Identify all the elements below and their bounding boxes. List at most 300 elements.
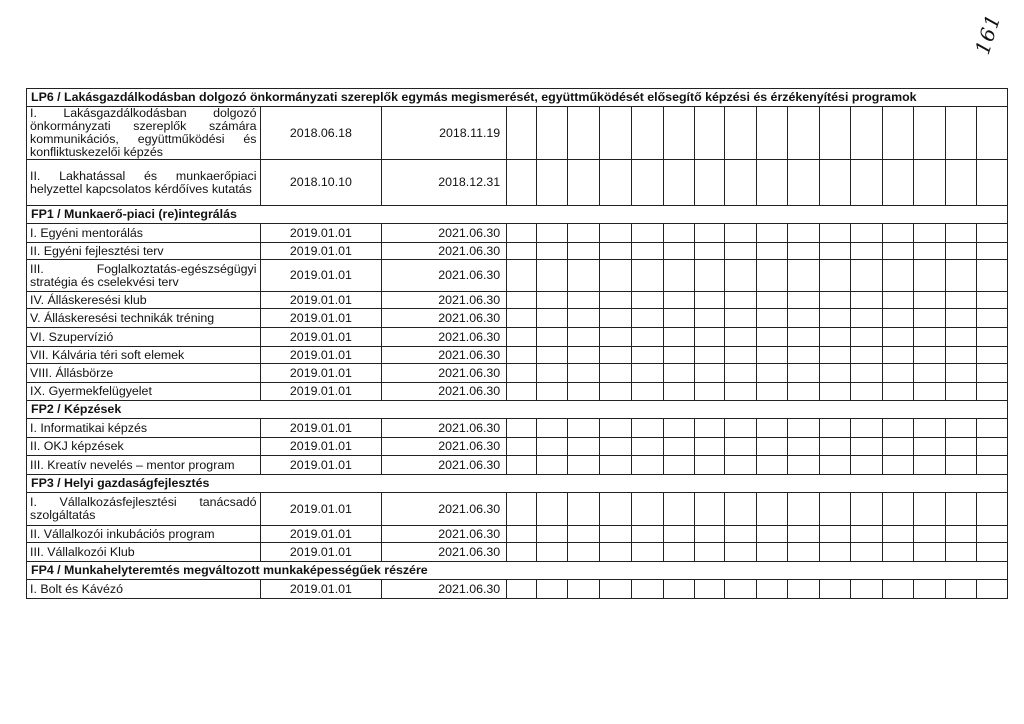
end-date: 2021.06.30	[382, 493, 507, 526]
timeline-cell	[695, 160, 725, 206]
start-date: 2019.01.01	[260, 224, 382, 243]
timeline-cell	[568, 526, 599, 543]
timeline-cell	[725, 364, 756, 383]
timeline-cell	[536, 328, 567, 347]
page-number: 161	[970, 10, 1006, 58]
timeline-cell	[536, 383, 567, 401]
timeline-cell	[507, 224, 536, 243]
timeline-cell	[695, 364, 725, 383]
timeline-cell	[536, 107, 567, 160]
timeline-cell	[725, 243, 756, 260]
timeline-cell	[756, 383, 787, 401]
section-title: FP3 / Helyi gazdaságfejlesztés	[27, 475, 1008, 493]
timeline-cell	[663, 419, 694, 438]
start-date: 2019.01.01	[260, 260, 382, 292]
timeline-cell	[977, 419, 1008, 438]
timeline-cell	[945, 493, 976, 526]
timeline-cell	[536, 364, 567, 383]
timeline-cell	[695, 456, 725, 475]
timeline-cell	[632, 526, 663, 543]
timeline-cell	[536, 243, 567, 260]
timeline-cell	[819, 243, 850, 260]
timeline-cell	[663, 364, 694, 383]
timeline-cell	[568, 347, 599, 364]
timeline-cell	[632, 364, 663, 383]
timeline-cell	[756, 243, 787, 260]
timeline-cell	[507, 543, 536, 562]
timeline-cell	[599, 309, 631, 328]
timeline-cell	[945, 243, 976, 260]
timeline-cell	[507, 526, 536, 543]
timeline-cell	[819, 456, 850, 475]
timeline-cell	[632, 347, 663, 364]
timeline-cell	[756, 580, 787, 599]
start-date: 2019.01.01	[260, 580, 382, 599]
timeline-cell	[788, 580, 819, 599]
timeline-cell	[568, 543, 599, 562]
timeline-cell	[882, 580, 913, 599]
section-row	[27, 89, 1008, 107]
timeline-cell	[914, 383, 945, 401]
timeline-cell	[725, 493, 756, 526]
end-date: 2018.11.19	[382, 107, 507, 160]
timeline-cell	[756, 438, 787, 456]
timeline-cell	[945, 292, 976, 309]
activity-name: V. Álláskeresési technikák tréning	[27, 309, 261, 328]
end-date: 2018.12.31	[382, 160, 507, 206]
timeline-cell	[756, 493, 787, 526]
section-title: FP2 / Képzések	[27, 401, 1008, 419]
timeline-cell	[507, 260, 536, 292]
timeline-cell	[945, 260, 976, 292]
timeline-cell	[695, 347, 725, 364]
timeline-cell	[568, 493, 599, 526]
timeline-cell	[632, 493, 663, 526]
timeline-cell	[788, 526, 819, 543]
section-row	[27, 206, 1008, 224]
timeline-cell	[788, 364, 819, 383]
timeline-cell	[756, 107, 787, 160]
timeline-cell	[536, 292, 567, 309]
timeline-cell	[599, 160, 631, 206]
timeline-cell	[977, 107, 1008, 160]
timeline-cell	[945, 309, 976, 328]
timeline-cell	[632, 292, 663, 309]
table-row	[27, 292, 1008, 309]
timeline-cell	[851, 580, 882, 599]
timeline-cell	[945, 543, 976, 562]
timeline-cell	[882, 243, 913, 260]
timeline-cell	[756, 224, 787, 243]
timeline-cell	[568, 309, 599, 328]
start-date: 2019.01.01	[260, 243, 382, 260]
start-date: 2018.06.18	[260, 107, 382, 160]
timeline-cell	[632, 224, 663, 243]
timeline-cell	[977, 543, 1008, 562]
timeline-cell	[599, 260, 631, 292]
timeline-cell	[536, 260, 567, 292]
schedule-table	[26, 88, 1008, 599]
timeline-cell	[851, 260, 882, 292]
timeline-cell	[788, 260, 819, 292]
start-date: 2019.01.01	[260, 493, 382, 526]
timeline-cell	[788, 438, 819, 456]
timeline-cell	[945, 526, 976, 543]
timeline-cell	[536, 347, 567, 364]
timeline-cell	[663, 160, 694, 206]
timeline-cell	[914, 347, 945, 364]
timeline-cell	[663, 543, 694, 562]
timeline-cell	[882, 493, 913, 526]
timeline-cell	[882, 383, 913, 401]
table-row	[27, 260, 1008, 292]
timeline-cell	[819, 526, 850, 543]
activity-name: I. Vállalkozásfejlesztési tanácsadó szolgáltatás	[27, 493, 261, 526]
timeline-cell	[507, 328, 536, 347]
timeline-cell	[851, 347, 882, 364]
timeline-cell	[756, 309, 787, 328]
timeline-cell	[536, 543, 567, 562]
timeline-cell	[725, 292, 756, 309]
timeline-cell	[788, 543, 819, 562]
timeline-cell	[599, 328, 631, 347]
timeline-cell	[725, 526, 756, 543]
table-row	[27, 107, 1008, 160]
timeline-cell	[695, 292, 725, 309]
end-date: 2021.06.30	[382, 309, 507, 328]
timeline-cell	[599, 438, 631, 456]
activity-name: IV. Álláskeresési klub	[27, 292, 261, 309]
end-date: 2021.06.30	[382, 260, 507, 292]
end-date: 2021.06.30	[382, 383, 507, 401]
timeline-cell	[725, 580, 756, 599]
activity-name: II. Egyéni fejlesztési terv	[27, 243, 261, 260]
timeline-cell	[819, 493, 850, 526]
timeline-cell	[819, 580, 850, 599]
end-date: 2021.06.30	[382, 580, 507, 599]
timeline-cell	[882, 438, 913, 456]
activity-name: III. Vállalkozói Klub	[27, 543, 261, 562]
table-row	[27, 543, 1008, 562]
timeline-cell	[536, 526, 567, 543]
end-date: 2021.06.30	[382, 526, 507, 543]
timeline-cell	[977, 260, 1008, 292]
timeline-cell	[788, 107, 819, 160]
timeline-cell	[695, 580, 725, 599]
timeline-cell	[507, 580, 536, 599]
timeline-cell	[851, 456, 882, 475]
timeline-cell	[914, 419, 945, 438]
timeline-cell	[819, 260, 850, 292]
timeline-cell	[756, 456, 787, 475]
activity-name: II. Vállalkozói inkubációs program	[27, 526, 261, 543]
timeline-cell	[725, 543, 756, 562]
timeline-cell	[914, 526, 945, 543]
timeline-cell	[536, 419, 567, 438]
timeline-cell	[632, 419, 663, 438]
timeline-cell	[507, 364, 536, 383]
timeline-cell	[977, 328, 1008, 347]
timeline-cell	[695, 328, 725, 347]
table-row	[27, 526, 1008, 543]
end-date: 2021.06.30	[382, 419, 507, 438]
timeline-cell	[945, 438, 976, 456]
timeline-cell	[756, 260, 787, 292]
timeline-cell	[819, 543, 850, 562]
timeline-cell	[914, 107, 945, 160]
timeline-cell	[945, 419, 976, 438]
timeline-cell	[725, 107, 756, 160]
timeline-cell	[695, 243, 725, 260]
timeline-cell	[977, 243, 1008, 260]
timeline-cell	[695, 224, 725, 243]
section-title: FP1 / Munkaerő-piaci (re)integrálás	[27, 206, 1008, 224]
timeline-cell	[507, 160, 536, 206]
timeline-cell	[632, 328, 663, 347]
timeline-cell	[851, 224, 882, 243]
timeline-cell	[536, 456, 567, 475]
activity-name: IX. Gyermekfelügyelet	[27, 383, 261, 401]
timeline-cell	[663, 260, 694, 292]
timeline-cell	[914, 438, 945, 456]
timeline-cell	[663, 347, 694, 364]
timeline-cell	[882, 526, 913, 543]
timeline-cell	[945, 580, 976, 599]
timeline-cell	[663, 328, 694, 347]
timeline-cell	[568, 107, 599, 160]
timeline-cell	[756, 160, 787, 206]
timeline-cell	[945, 347, 976, 364]
timeline-cell	[788, 292, 819, 309]
timeline-cell	[882, 328, 913, 347]
timeline-cell	[632, 456, 663, 475]
timeline-cell	[914, 309, 945, 328]
timeline-cell	[756, 328, 787, 347]
start-date: 2019.01.01	[260, 419, 382, 438]
timeline-cell	[882, 224, 913, 243]
timeline-cell	[977, 364, 1008, 383]
timeline-cell	[851, 364, 882, 383]
timeline-cell	[851, 309, 882, 328]
table-row	[27, 364, 1008, 383]
timeline-cell	[851, 160, 882, 206]
timeline-cell	[945, 364, 976, 383]
timeline-cell	[819, 364, 850, 383]
timeline-cell	[568, 438, 599, 456]
timeline-cell	[507, 292, 536, 309]
timeline-cell	[536, 493, 567, 526]
table-row	[27, 493, 1008, 526]
timeline-cell	[599, 580, 631, 599]
timeline-cell	[945, 328, 976, 347]
timeline-cell	[507, 347, 536, 364]
timeline-cell	[536, 160, 567, 206]
timeline-cell	[851, 292, 882, 309]
timeline-cell	[882, 160, 913, 206]
timeline-cell	[568, 160, 599, 206]
table-row	[27, 243, 1008, 260]
timeline-cell	[507, 107, 536, 160]
timeline-cell	[882, 543, 913, 562]
end-date: 2021.06.30	[382, 243, 507, 260]
activity-name: III. Foglalkoztatás-egészségügyi stratégia és cselekvési terv	[27, 260, 261, 292]
timeline-cell	[599, 347, 631, 364]
timeline-cell	[725, 347, 756, 364]
timeline-cell	[851, 328, 882, 347]
end-date: 2021.06.30	[382, 456, 507, 475]
start-date: 2019.01.01	[260, 292, 382, 309]
timeline-cell	[819, 419, 850, 438]
timeline-cell	[632, 260, 663, 292]
timeline-cell	[788, 309, 819, 328]
start-date: 2019.01.01	[260, 543, 382, 562]
timeline-cell	[507, 383, 536, 401]
timeline-cell	[977, 383, 1008, 401]
end-date: 2021.06.30	[382, 292, 507, 309]
timeline-cell	[632, 160, 663, 206]
timeline-cell	[756, 292, 787, 309]
timeline-cell	[788, 328, 819, 347]
timeline-cell	[507, 493, 536, 526]
timeline-cell	[507, 456, 536, 475]
timeline-cell	[599, 543, 631, 562]
timeline-cell	[632, 243, 663, 260]
timeline-cell	[788, 224, 819, 243]
section-row	[27, 401, 1008, 419]
timeline-cell	[695, 526, 725, 543]
timeline-cell	[568, 456, 599, 475]
table-row	[27, 224, 1008, 243]
timeline-cell	[663, 580, 694, 599]
timeline-cell	[599, 526, 631, 543]
timeline-cell	[599, 493, 631, 526]
timeline-cell	[945, 383, 976, 401]
activity-name: I. Lakásgazdálkodásban dolgozó önkormányzati szereplők számára kommunikációs, együttműködési és konfliktuskezelői képzés	[27, 107, 261, 160]
timeline-cell	[977, 493, 1008, 526]
timeline-cell	[632, 438, 663, 456]
timeline-cell	[945, 456, 976, 475]
table-row	[27, 160, 1008, 206]
timeline-cell	[977, 309, 1008, 328]
timeline-cell	[568, 224, 599, 243]
timeline-cell	[507, 419, 536, 438]
start-date: 2019.01.01	[260, 328, 382, 347]
timeline-cell	[977, 456, 1008, 475]
timeline-cell	[851, 383, 882, 401]
timeline-cell	[725, 438, 756, 456]
timeline-cell	[819, 160, 850, 206]
table-row	[27, 347, 1008, 364]
timeline-cell	[599, 419, 631, 438]
timeline-cell	[725, 419, 756, 438]
timeline-cell	[977, 580, 1008, 599]
activity-name: VIII. Állásbörze	[27, 364, 261, 383]
timeline-cell	[756, 419, 787, 438]
timeline-cell	[977, 438, 1008, 456]
timeline-cell	[977, 292, 1008, 309]
timeline-cell	[568, 243, 599, 260]
timeline-cell	[914, 224, 945, 243]
timeline-cell	[851, 419, 882, 438]
timeline-cell	[632, 107, 663, 160]
timeline-cell	[819, 107, 850, 160]
start-date: 2019.01.01	[260, 456, 382, 475]
end-date: 2021.06.30	[382, 543, 507, 562]
table-row	[27, 419, 1008, 438]
start-date: 2019.01.01	[260, 364, 382, 383]
timeline-cell	[725, 309, 756, 328]
timeline-cell	[632, 383, 663, 401]
timeline-cell	[663, 224, 694, 243]
start-date: 2019.01.01	[260, 347, 382, 364]
timeline-cell	[663, 309, 694, 328]
timeline-cell	[851, 543, 882, 562]
timeline-cell	[725, 328, 756, 347]
timeline-cell	[851, 107, 882, 160]
end-date: 2021.06.30	[382, 328, 507, 347]
timeline-cell	[663, 107, 694, 160]
table-row	[27, 580, 1008, 599]
start-date: 2018.10.10	[260, 160, 382, 206]
table-row	[27, 438, 1008, 456]
timeline-cell	[914, 328, 945, 347]
timeline-cell	[945, 224, 976, 243]
start-date: 2019.01.01	[260, 438, 382, 456]
table-row	[27, 309, 1008, 328]
end-date: 2021.06.30	[382, 347, 507, 364]
timeline-cell	[882, 292, 913, 309]
timeline-cell	[695, 260, 725, 292]
timeline-cell	[756, 543, 787, 562]
start-date: 2019.01.01	[260, 383, 382, 401]
activity-name: VII. Kálvária téri soft elemek	[27, 347, 261, 364]
timeline-cell	[945, 107, 976, 160]
timeline-cell	[663, 243, 694, 260]
activity-name: I. Bolt és Kávézó	[27, 580, 261, 599]
timeline-cell	[819, 328, 850, 347]
section-title: LP6 / Lakásgazdálkodásban dolgozó önkormányzati szereplők egymás megismerését, együttműködését elősegítő képzési és érzékenyítési programok	[27, 89, 1008, 107]
timeline-cell	[695, 309, 725, 328]
timeline-cell	[536, 309, 567, 328]
timeline-cell	[788, 243, 819, 260]
timeline-cell	[663, 292, 694, 309]
timeline-cell	[977, 224, 1008, 243]
start-date: 2019.01.01	[260, 526, 382, 543]
timeline-cell	[568, 292, 599, 309]
timeline-cell	[819, 224, 850, 243]
timeline-cell	[851, 526, 882, 543]
activity-name: III. Kreatív nevelés – mentor program	[27, 456, 261, 475]
timeline-cell	[788, 419, 819, 438]
timeline-cell	[977, 160, 1008, 206]
end-date: 2021.06.30	[382, 224, 507, 243]
activity-name: VI. Szupervízió	[27, 328, 261, 347]
timeline-cell	[568, 260, 599, 292]
timeline-cell	[977, 526, 1008, 543]
section-title: FP4 / Munkahelyteremtés megváltozott munkaképességűek részére	[27, 562, 1008, 580]
end-date: 2021.06.30	[382, 364, 507, 383]
timeline-cell	[695, 438, 725, 456]
timeline-cell	[632, 580, 663, 599]
timeline-cell	[851, 243, 882, 260]
timeline-cell	[882, 419, 913, 438]
timeline-cell	[788, 456, 819, 475]
timeline-cell	[632, 543, 663, 562]
timeline-cell	[599, 292, 631, 309]
table-row	[27, 456, 1008, 475]
timeline-cell	[788, 347, 819, 364]
timeline-cell	[568, 364, 599, 383]
